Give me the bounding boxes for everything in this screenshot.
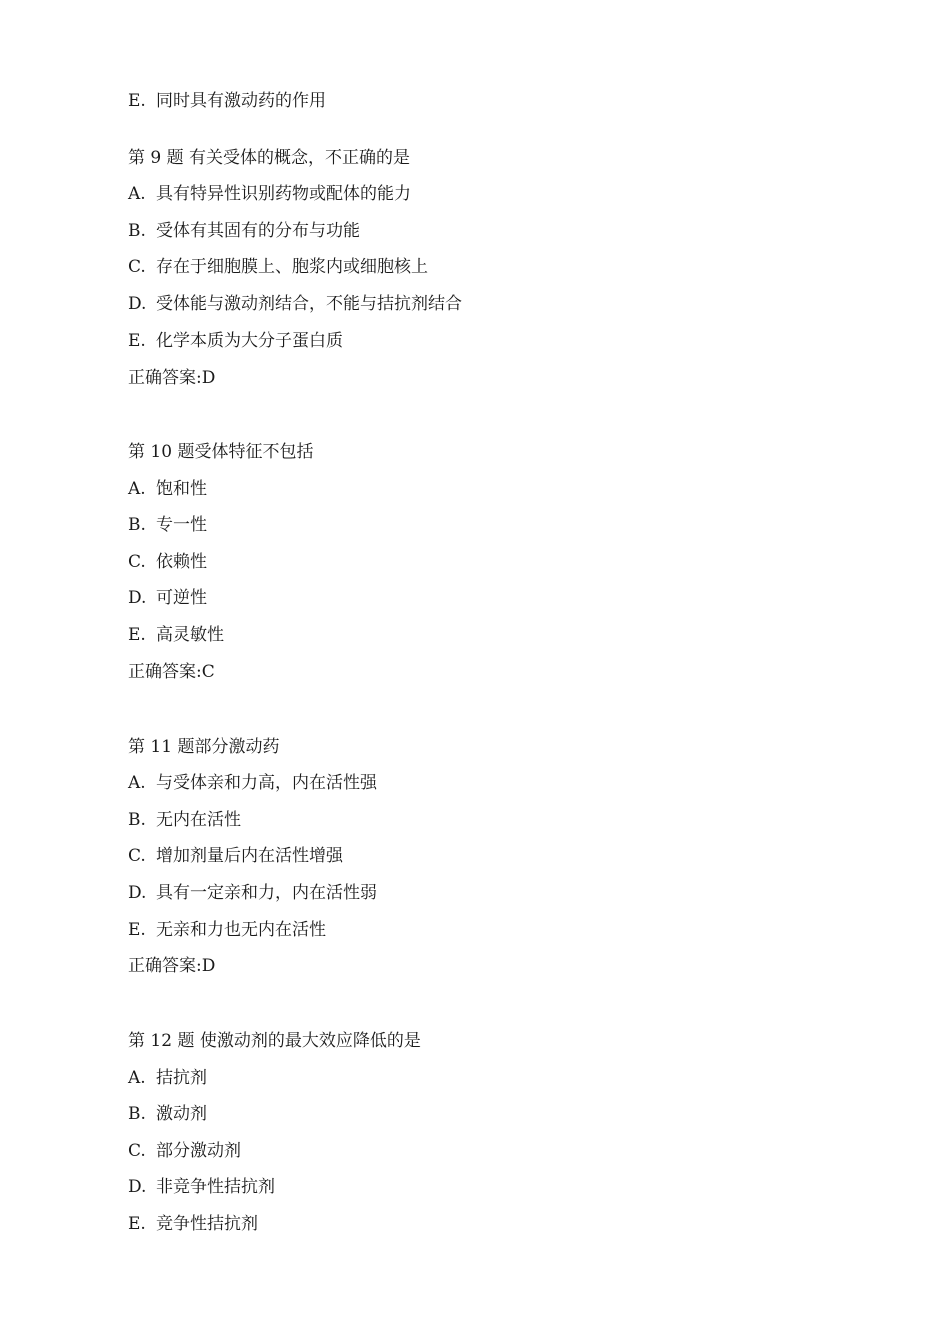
option-letter: B. (128, 1104, 146, 1124)
option-text: 具有特异性识别药物或配体的能力 (156, 184, 411, 204)
option-d (128, 880, 377, 906)
option-letter: A. (128, 184, 146, 204)
option-letter: C. (128, 1141, 146, 1161)
option-text: 无亲和力也无内在活性 (156, 920, 326, 940)
option-e (128, 917, 326, 943)
question-title: 第 12 题 使激动剂的最大效应降低的是 (128, 1031, 421, 1051)
option-letter: D. (128, 1177, 147, 1197)
option-letter: A. (128, 773, 146, 793)
option-text: 无内在活性 (156, 810, 241, 830)
option-d (128, 1174, 275, 1200)
option-letter: D. (128, 883, 147, 903)
option-c (128, 254, 428, 280)
option-letter: A. (128, 1068, 146, 1088)
option-e (128, 622, 224, 648)
option-letter: D. (128, 294, 147, 314)
option-e (128, 328, 343, 354)
option-text: 具有一定亲和力，内在活性弱 (156, 883, 377, 903)
option-text: 竞争性拮抗剂 (156, 1214, 258, 1234)
option-text: 专一性 (156, 515, 207, 535)
option-text: 非竞争性拮抗剂 (156, 1177, 275, 1197)
option-e (128, 88, 326, 114)
option-letter: E. (128, 625, 146, 645)
option-d (128, 585, 207, 611)
option-text: 部分激动剂 (156, 1141, 241, 1161)
correct-answer: 正确答案:D (128, 368, 216, 388)
question-title: 第 9 题 有关受体的概念，不正确的是 (128, 148, 411, 168)
correct-answer: 正确答案:C (128, 662, 215, 682)
option-text: 激动剂 (156, 1104, 207, 1124)
option-text: 受体有其固有的分布与功能 (156, 221, 360, 241)
option-a (128, 476, 207, 502)
option-b (128, 512, 207, 538)
option-b (128, 807, 241, 833)
question-title: 第 11 题部分激动药 (128, 737, 280, 757)
option-text: 可逆性 (156, 588, 207, 608)
option-letter: B. (128, 515, 146, 535)
option-a (128, 1065, 207, 1091)
option-text: 同时具有激动药的作用 (156, 91, 326, 111)
option-letter: B. (128, 810, 146, 830)
option-text: 增加剂量后内在活性增强 (156, 846, 343, 866)
option-e (128, 1211, 258, 1237)
option-letter: B. (128, 221, 146, 241)
option-letter: C. (128, 846, 146, 866)
option-c (128, 843, 343, 869)
option-text: 受体能与激动剂结合，不能与拮抗剂结合 (156, 294, 462, 314)
option-c (128, 1138, 241, 1164)
option-text: 高灵敏性 (156, 625, 224, 645)
option-letter: E. (128, 1214, 146, 1234)
option-text: 存在于细胞膜上、胞浆内或细胞核上 (156, 257, 428, 277)
option-letter: A. (128, 479, 146, 499)
option-letter: E. (128, 331, 146, 351)
option-letter: D. (128, 588, 147, 608)
correct-answer: 正确答案:D (128, 956, 216, 976)
option-letter: E. (128, 91, 146, 111)
option-text: 与受体亲和力高，内在活性强 (156, 773, 377, 793)
option-a (128, 181, 411, 207)
option-text: 拮抗剂 (156, 1068, 207, 1088)
option-b (128, 1101, 207, 1127)
option-text: 依赖性 (156, 552, 207, 572)
option-letter: C. (128, 257, 146, 277)
option-a (128, 770, 377, 796)
option-letter: C. (128, 552, 146, 572)
question-title: 第 10 题受体特征不包括 (128, 442, 314, 462)
option-b (128, 218, 360, 244)
option-letter: E. (128, 920, 146, 940)
option-d (128, 291, 462, 317)
option-text: 饱和性 (156, 479, 207, 499)
option-text: 化学本质为大分子蛋白质 (156, 331, 343, 351)
option-c (128, 549, 207, 575)
